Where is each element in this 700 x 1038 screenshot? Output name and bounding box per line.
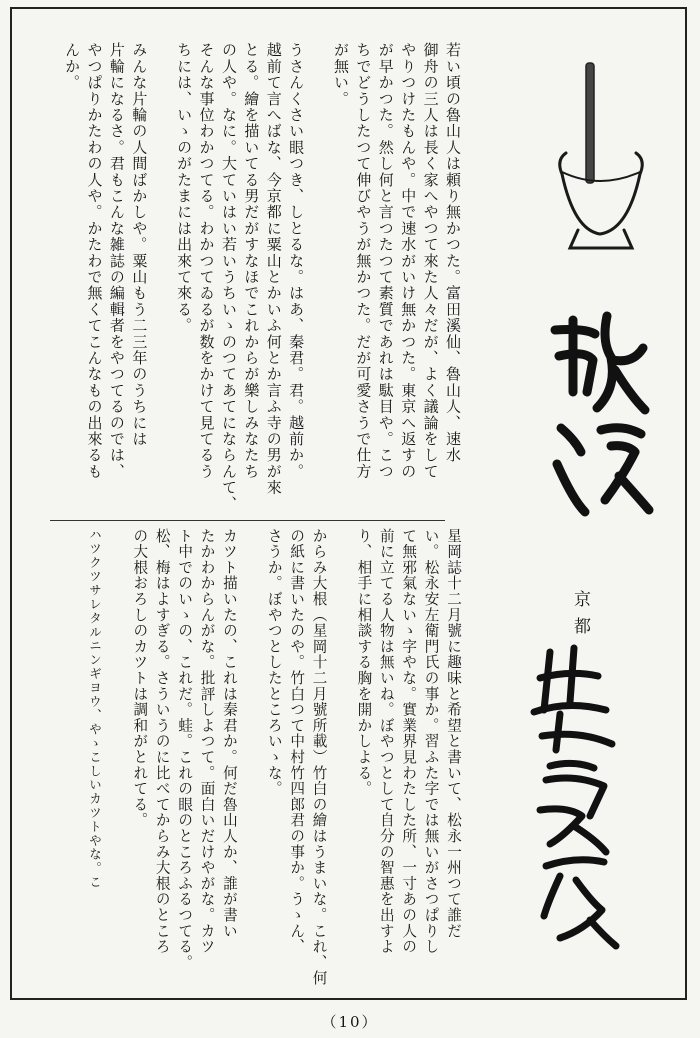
text-line: の大根おろしのカツトは調和がとれてる。 [131, 528, 149, 829]
page-number: （10） [321, 1013, 379, 1031]
bottom-text-block [83, 528, 464, 986]
spacer-line [240, 528, 262, 986]
text-line: 片輪になるさ。君もこんな雑誌の編輯者をやつてるのでは、 [107, 42, 126, 480]
text-line: ト中でのいゝの、これだ。蛙。これの眼のところふるつてる。 [176, 528, 194, 971]
text-line: い。松永安左衛門氏の事か。習ふた字では無いがさつぱりし [422, 528, 440, 955]
text-line: ちには、いゝのがたまには出來て來る。 [175, 42, 194, 334]
text-line: んか。 [63, 42, 82, 91]
text-line: カツト描いたの、これは秦君か。何だ魯山人か、誰が書い [220, 528, 238, 939]
text-line: 松、梅はよすぎる。さういうのに比べてからみ大根のところ [153, 528, 171, 955]
text-line: ちでどうしたつて伸びやうが無かつた。だが可愛さうで仕方 [354, 42, 373, 480]
text-line: たかわからんがな。批評しよつて。面白いだけやがな。カツ [198, 528, 216, 955]
spacer-line [330, 528, 352, 986]
text-line: の人や。なに。大ていはい若いうちいゝのつてあてにならんて、 [219, 42, 238, 512]
text-line: からみ大根（星岡十二月號所載）竹白の繪はうまいな。これ、何 [310, 528, 328, 987]
section-divider [50, 520, 445, 521]
spacer-line [150, 42, 172, 512]
whisk-handle [586, 63, 594, 183]
spacer-line [106, 528, 128, 986]
text-line: 若い頃の魯山人は頼り無かつた。富田溪仙、魯山人、速水 [444, 42, 462, 464]
text-line: て無邪氣ないゝ字やな。實業界見わたした所、一寸あの人の [400, 528, 418, 955]
text-line: ハツクツサレタルニンギヨウ、やゝこしいカツトやな。こ [87, 528, 103, 890]
text-line: みんな片輪の人間ばかしや。粟山もう二三年のうちには [130, 42, 149, 447]
top-text-block [61, 42, 464, 512]
text-line: さうか。ぼやつとしたところいゝな。 [265, 528, 283, 797]
text-line: やりつけたもんや。中で速水がいけ無かつた。東京へ返すの [399, 42, 418, 480]
text-line: 前に立てる人物は無いね。ぼやつとして自分の智惠を出すよ [377, 528, 395, 955]
text-line: り、相手に相談する胸を開かしよる。 [355, 528, 373, 797]
text-line: うさんくさい眼つき、しとるな。はあ、秦君。君。越前か。 [287, 42, 306, 480]
text-line: 星岡誌十二月號に趣味と希望と書いて、松永一州つて誰だ [445, 528, 462, 939]
spacer-line [307, 42, 329, 512]
title-calligraphy [545, 300, 655, 530]
text-line: とる。繪を描いてる男だがすなほでこれからが樂しみなたち [242, 42, 261, 480]
page-number-wrap [0, 1011, 700, 1032]
text-line: そんな事位わかつてる。わかつてゐるが数をかけて見てるう [197, 42, 216, 480]
author-location: 京都 [570, 590, 590, 644]
text-line: 御舟の三人は長く家へやつて來た人々だが、よく議論をして [421, 42, 440, 480]
text-line: が早かつた。然し何と言つたつて素質であれは駄目や。こつ [376, 42, 395, 480]
text-line: 越前て言へばな、今京都に粟山とかいふ何とか言ふ寺の男が來 [264, 42, 283, 496]
text-line: やつぱりかたわの人や。かたわで無くてこんなもの出來るも [85, 42, 104, 480]
text-line: が無い。 [331, 42, 350, 107]
text-line: の紙に書いたのや。竹白つて中村竹四郎君の事か。うゝん、 [288, 528, 306, 955]
author-signature-calligraphy [520, 640, 630, 960]
tea-cup-illustration [556, 58, 648, 258]
